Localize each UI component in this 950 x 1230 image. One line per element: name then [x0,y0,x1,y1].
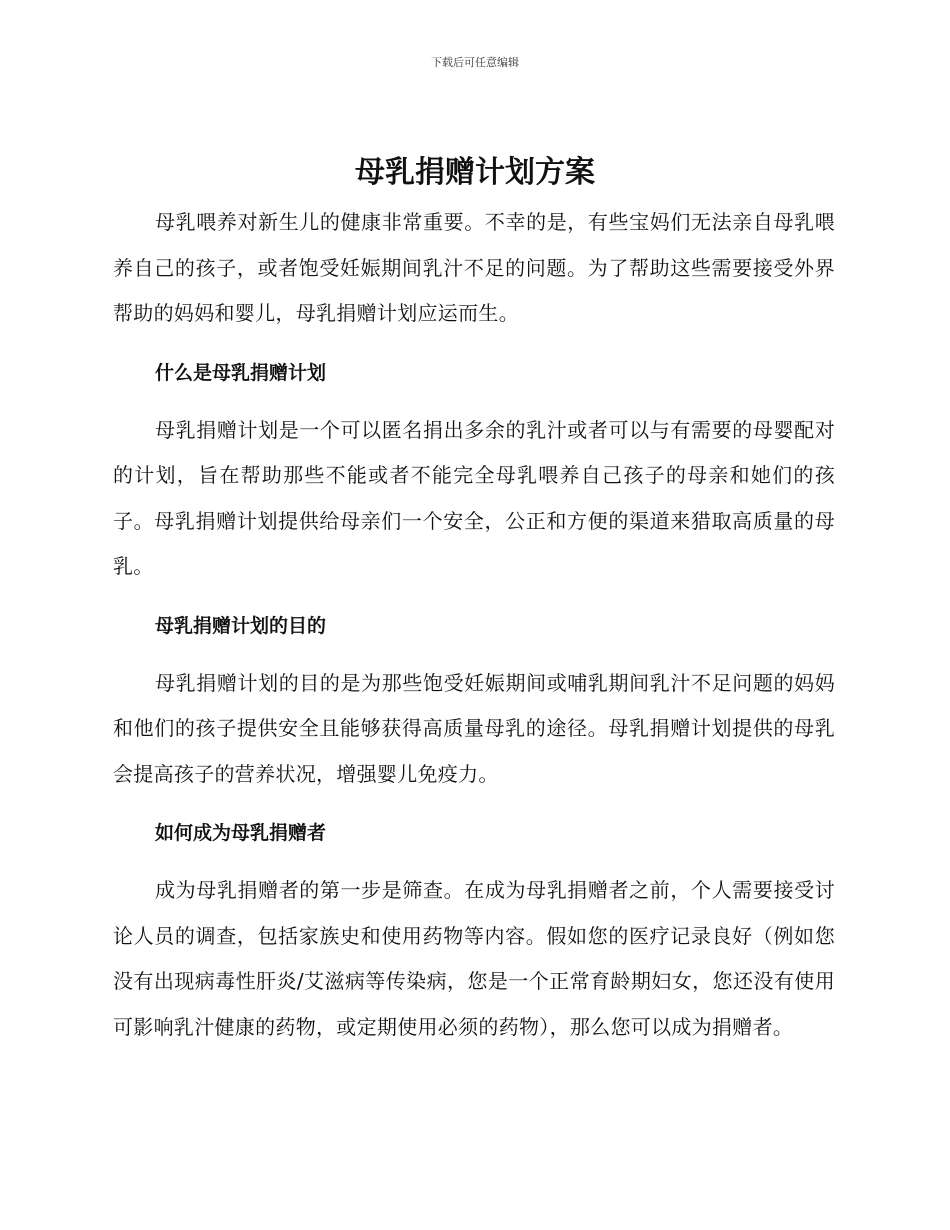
intro-paragraph: 母乳喂养对新生儿的健康非常重要。不幸的是，有些宝妈们无法亲自母乳喂养自己的孩子，或者饱受妊娠期间乳汁不足的问题。为了帮助这些需要接受外界帮助的妈妈和婴儿，母乳捐赠计划应运而生。 [113,210,835,325]
section-paragraph-how: 成为母乳捐赠者的第一步是筛查。在成为母乳捐赠者之前，个人需要接受讨论人员的调查，包括家族史和使用药物等内容。假如您的医疗记录良好（例如您没有出现病毒性肝炎/艾滋病等传染病，您是一个正常育龄期妇女，您还没有使用可影响乳汁健康的药物，或定期使用必须的药物），那么您可以成为捐赠者。 [113,878,835,1039]
page-title: 母乳捐赠计划方案 [355,155,595,190]
section-heading-how: 如何成为母乳捐赠者 [155,822,327,844]
section-heading-what: 什么是母乳捐赠计划 [155,361,327,384]
section-paragraph-what: 母乳捐赠计划是一个可以匿名捐出多余的乳汁或者可以与有需要的母婴配对的计划，旨在帮助那些不能或者不能完全母乳喂养自己孩子的母亲和她们的孩子。母乳捐赠计划提供给母亲们一个安全，公正和方便的渠道来猎取高质量的母乳。 [113,417,835,578]
section-heading-purpose: 母乳捐赠计划的目的 [155,614,327,637]
section-paragraph-purpose: 母乳捐赠计划的目的是为那些饱受妊娠期间或哺乳期间乳汁不足问题的妈妈和他们的孩子提供安全且能够获得高质量母乳的途径。母乳捐赠计划提供的母乳会提高孩子的营养状况，增强婴儿免疫力。 [113,670,835,786]
document-body [113,200,835,1050]
header-note: 下载后可任意编辑 [431,56,519,69]
